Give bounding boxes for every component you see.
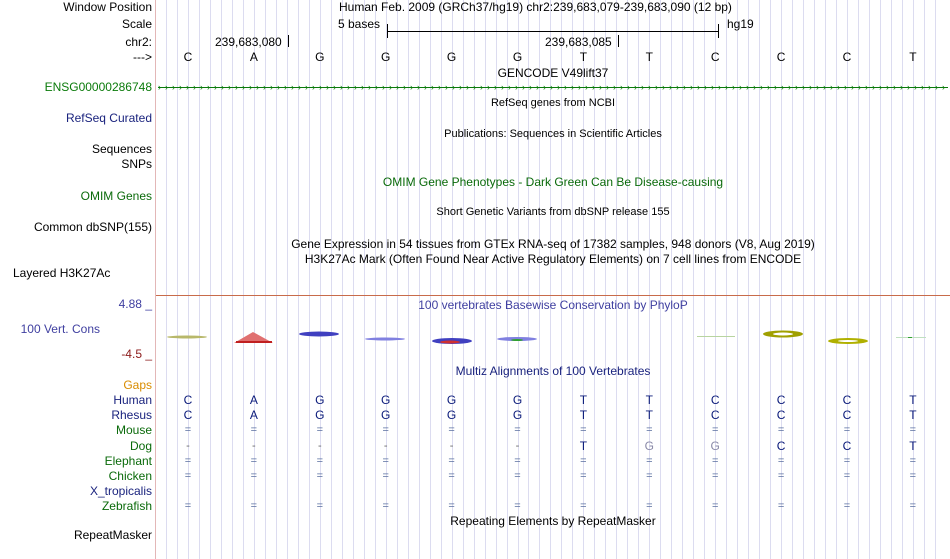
- strand-arrow-icon: ›: [844, 82, 847, 92]
- strand-arrow-icon: ›: [690, 82, 693, 92]
- strand-arrow-icon: ›: [158, 82, 161, 92]
- alignment-cell: =: [514, 454, 521, 467]
- strand-arrow-icon: ›: [767, 82, 770, 92]
- scale-label: Scale: [121, 17, 152, 31]
- strand-arrow-icon: ›: [830, 82, 833, 92]
- strand-arrow-icon: ›: [298, 82, 301, 92]
- strand-arrow-icon: ›: [816, 82, 819, 92]
- strand-arrow-icon: ›: [746, 82, 749, 92]
- omim-title: OMIM Gene Phenotypes - Dark Green Can Be Disease-causing: [382, 175, 724, 189]
- strand-arrow-icon: ›: [172, 82, 175, 92]
- strand-arrow-icon: ›: [697, 82, 700, 92]
- strand-arrow-icon: ›: [277, 82, 280, 92]
- gtex-title: Gene Expression in 54 tissues from GTEx RNA-seq of 17382 samples, 948 donors (V8, Aug 2019): [291, 237, 815, 251]
- strand-arrow-icon: ›: [256, 82, 259, 92]
- strand-arrow-icon: ›: [739, 82, 742, 92]
- alignment-cell: C: [710, 393, 720, 407]
- strand-arrow-icon: ›: [760, 82, 763, 92]
- strand-arrow-icon: ›: [585, 82, 588, 92]
- alignment-cell: G: [512, 408, 523, 423]
- strand-arrow-icon: ›: [403, 82, 406, 92]
- alignment-cell: C: [183, 408, 193, 423]
- strand-arrow-icon: ›: [648, 82, 651, 92]
- strand-arrow-icon: ›: [536, 82, 539, 92]
- cons-max-label: 4.88 _: [118, 297, 152, 311]
- dbsnp-title: Short Genetic Variants from dbSNP release 155: [436, 206, 670, 218]
- alignment-cell: =: [843, 470, 851, 482]
- alignment-cell: =: [184, 424, 192, 437]
- strand-arrow-icon: ›: [725, 82, 728, 92]
- base-letter: T: [579, 50, 588, 64]
- strand-arrow-icon: ›: [459, 82, 462, 92]
- strand-arrow-icon: ›: [431, 82, 434, 92]
- strand-arrow-icon: ›: [508, 82, 511, 92]
- alignment-cell: =: [646, 470, 653, 482]
- strand-arrow-icon: ›: [627, 82, 630, 92]
- alignment-cell: =: [448, 424, 455, 437]
- strand-arrow-icon: ›: [886, 82, 889, 92]
- alignment-cell: G: [446, 408, 457, 423]
- strand-arrow-icon: ›: [270, 82, 273, 92]
- grid-line: [485, 0, 486, 559]
- common-dbsnp-label[interactable]: Common dbSNP(155): [33, 220, 152, 234]
- alignment-cell: -: [252, 439, 256, 452]
- alignment-cell: =: [646, 424, 653, 437]
- base-letter: C: [776, 50, 786, 64]
- alignment-cell: =: [646, 500, 653, 513]
- alignment-cell: G: [381, 393, 391, 407]
- assembly-position: Human Feb. 2009 (GRCh37/hg19) chr2:239,683,079-239,683,090 (12 bp): [339, 0, 732, 14]
- grid-line: [891, 0, 892, 559]
- refseq-title: RefSeq genes from NCBI: [490, 97, 616, 109]
- gene-id-label[interactable]: ENSG00000286748: [44, 80, 152, 94]
- alignment-cell: =: [777, 454, 785, 467]
- strand-arrow-icon: ›: [557, 82, 560, 92]
- strand-arrow-icon: ›: [662, 82, 665, 92]
- alignment-cell: T: [645, 393, 653, 407]
- strand-arrow-icon: ›: [942, 82, 945, 92]
- grid-line: [210, 0, 211, 559]
- alignment-cell: T: [909, 408, 917, 423]
- alignment-cell: G: [381, 408, 391, 423]
- alignment-cell: =: [448, 500, 455, 513]
- base-letter: G: [446, 50, 457, 64]
- strand-arrow-icon: ›: [914, 82, 917, 92]
- alignment-cell: =: [184, 454, 192, 467]
- alignment-cell: =: [514, 500, 521, 513]
- strand-arrow-icon: ›: [305, 82, 308, 92]
- alignment-cell: =: [843, 454, 851, 467]
- base-letter: T: [909, 50, 917, 64]
- strand-arrow-icon: ›: [445, 82, 448, 92]
- alignment-cell: =: [843, 424, 851, 437]
- alignment-cell: =: [909, 500, 917, 513]
- alignment-cell: A: [249, 408, 258, 423]
- strand-arrow-icon: ›: [515, 82, 518, 92]
- strand-arrow-icon: ›: [179, 82, 182, 92]
- alignment-cell: -: [515, 439, 520, 452]
- strand-arrow-icon: ›: [396, 82, 399, 92]
- strand-arrow-icon: ›: [452, 82, 455, 92]
- alignment-cell: =: [382, 470, 389, 482]
- strand-arrow-icon: ›: [620, 82, 623, 92]
- track-labels-column: [0, 0, 155, 559]
- strand-arrow-icon: ›: [753, 82, 756, 92]
- refseq-curated-label[interactable]: RefSeq Curated: [65, 111, 152, 125]
- strand-arrow-icon: ›: [669, 82, 672, 92]
- scale-db: hg19: [727, 17, 754, 31]
- alignment-cell: C: [842, 438, 852, 453]
- alignment-cell: =: [909, 454, 917, 467]
- grid-line: [331, 0, 332, 559]
- alignment-cell: G: [315, 408, 325, 423]
- base-letter: T: [645, 50, 653, 64]
- strand-arrow-icon: ›: [781, 82, 784, 92]
- alignment-cell: =: [843, 500, 851, 513]
- strand-arrow-icon: ›: [809, 82, 812, 92]
- grid-line: [539, 0, 540, 559]
- alignment-cell: =: [382, 454, 389, 467]
- vert-cons-label[interactable]: 100 Vert. Cons: [20, 322, 100, 336]
- strand-arrow-icon: ›: [858, 82, 861, 92]
- alignment-cell: G: [710, 438, 720, 453]
- alignment-cell: =: [316, 500, 324, 513]
- strand-label: --->: [133, 50, 152, 64]
- strand-arrow-icon: ›: [543, 82, 546, 92]
- alignment-cell: T: [579, 393, 588, 407]
- alignment-cell: =: [448, 470, 455, 482]
- alignment-cell: =: [514, 424, 521, 437]
- strand-arrow-icon: ›: [634, 82, 637, 92]
- alignment-cell: T: [579, 408, 588, 423]
- publications-title: Publications: Sequences in Scientific Articles: [444, 128, 662, 140]
- position-1-tick: [288, 35, 289, 47]
- strand-arrow-icon: ›: [578, 82, 581, 92]
- base-letter: C: [842, 50, 852, 64]
- grid-line: [737, 0, 738, 559]
- alignment-cell: -: [449, 439, 454, 452]
- alignment-cell: G: [644, 438, 654, 453]
- alignment-cell: =: [250, 500, 258, 513]
- alignment-cell: =: [184, 500, 192, 513]
- h3k27ac-title: H3K27Ac Mark (Often Found Near Active Regulatory Elements) on 7 cell lines from ENCODE: [304, 252, 802, 266]
- multiz-title: Multiz Alignments of 100 Vertebrates: [455, 364, 651, 378]
- strand-arrow-icon: ›: [676, 82, 679, 92]
- chrom-label: chr2:: [125, 35, 152, 49]
- strand-arrow-icon: ›: [361, 82, 364, 92]
- strand-arrow-icon: ›: [704, 82, 707, 92]
- alignment-cell: C: [776, 438, 786, 453]
- alignment-cell: =: [448, 454, 455, 467]
- base-letter: G: [512, 50, 523, 64]
- strand-arrow-icon: ›: [928, 82, 931, 92]
- strand-arrow-icon: ›: [802, 82, 805, 92]
- strand-arrow-icon: ›: [599, 82, 602, 92]
- alignment-cell: C: [842, 408, 852, 423]
- species-label-human: Human: [113, 393, 152, 407]
- alignment-cell: =: [316, 424, 324, 437]
- strand-arrow-icon: ›: [165, 82, 168, 92]
- alignment-cell: =: [580, 470, 587, 482]
- base-letter: G: [381, 50, 391, 64]
- alignment-cell: =: [316, 470, 324, 482]
- strand-arrow-icon: ›: [921, 82, 924, 92]
- strand-arrow-icon: ›: [795, 82, 798, 92]
- base-letter: G: [315, 50, 325, 64]
- strand-arrow-icon: ›: [214, 82, 217, 92]
- alignment-cell: =: [382, 500, 389, 513]
- species-label-chicken: Chicken: [108, 469, 152, 483]
- alignment-cell: =: [646, 454, 653, 467]
- strand-arrow-icon: ›: [389, 82, 392, 92]
- strand-arrow-icon: ›: [711, 82, 714, 92]
- alignment-cell: =: [514, 470, 521, 482]
- strand-arrow-icon: ›: [200, 82, 203, 92]
- strand-arrow-icon: ›: [424, 82, 427, 92]
- species-label-rhesus: Rhesus: [111, 408, 152, 423]
- strand-arrow-icon: ›: [326, 82, 329, 92]
- strand-arrow-icon: ›: [417, 82, 420, 92]
- strand-arrow-icon: ›: [291, 82, 294, 92]
- alignment-cell: =: [580, 424, 587, 437]
- strand-arrow-icon: ›: [655, 82, 658, 92]
- alignment-cell: G: [315, 393, 325, 407]
- species-label-mouse: Mouse: [115, 423, 152, 438]
- grid-line: [463, 0, 464, 559]
- alignment-cell: =: [580, 454, 587, 467]
- grid-line: [792, 0, 793, 559]
- strand-arrow-icon: ›: [893, 82, 896, 92]
- alignment-cell: =: [250, 454, 258, 467]
- position-2-tick: [618, 35, 619, 47]
- alignment-cell: T: [645, 408, 653, 423]
- strand-arrow-icon: ›: [340, 82, 343, 92]
- alignment-cell: =: [184, 470, 192, 482]
- alignment-cell: -: [317, 439, 322, 452]
- grid-line: [232, 0, 233, 559]
- alignment-cell: =: [777, 470, 785, 482]
- base-letter: C: [710, 50, 720, 64]
- strand-arrow-icon: ›: [382, 82, 385, 92]
- alignment-cell: T: [909, 438, 917, 453]
- alignment-cell: =: [711, 500, 719, 513]
- strand-arrow-icon: ›: [480, 82, 483, 92]
- strand-arrow-icon: ›: [571, 82, 574, 92]
- strand-arrow-icon: ›: [774, 82, 777, 92]
- grid-line: [616, 0, 617, 559]
- species-label-elephant: Elephant: [104, 453, 152, 468]
- strand-arrow-icon: ›: [242, 82, 245, 92]
- alignment-cell: =: [711, 454, 719, 467]
- position-2: 239,683,085: [545, 35, 612, 49]
- strand-arrow-icon: ›: [907, 82, 910, 92]
- gencode-title: GENCODE V49lift37: [497, 66, 609, 80]
- window-position-label: Window Position: [63, 0, 152, 14]
- strand-arrow-icon: ›: [347, 82, 350, 92]
- alignment-cell: =: [250, 470, 258, 482]
- grid-line: [561, 0, 562, 559]
- grid-line: [693, 0, 694, 559]
- strand-arrow-icon: ›: [284, 82, 287, 92]
- alignment-cell: =: [382, 424, 389, 437]
- strand-arrow-icon: ›: [900, 82, 903, 92]
- strand-arrow-icon: ›: [368, 82, 371, 92]
- strand-arrow-icon: ›: [207, 82, 210, 92]
- grid-line: [869, 0, 870, 559]
- strand-arrow-icon: ›: [410, 82, 413, 92]
- strand-arrow-icon: ›: [935, 82, 938, 92]
- strand-arrow-icon: ›: [354, 82, 357, 92]
- strand-arrow-icon: ›: [613, 82, 616, 92]
- alignment-cell: -: [186, 439, 190, 452]
- strand-arrow-icon: ›: [494, 82, 497, 92]
- grid-line: [408, 0, 409, 559]
- alignment-cell: =: [711, 424, 719, 437]
- alignment-cell: =: [777, 424, 785, 437]
- strand-arrow-icon: ›: [466, 82, 469, 92]
- strand-arrow-icon: ›: [319, 82, 322, 92]
- alignment-cell: C: [776, 408, 786, 423]
- base-letter: A: [249, 50, 258, 64]
- sequences-label[interactable]: Sequences: [91, 142, 152, 156]
- scale-text: 5 bases: [338, 17, 381, 31]
- strand-arrow-icon: ›: [235, 82, 238, 92]
- alignment-cell: =: [580, 500, 587, 513]
- alignment-cell: C: [776, 393, 786, 407]
- alignment-cell: =: [250, 424, 258, 437]
- conservation-title: 100 vertebrates Basewise Conservation by PhyloP: [418, 298, 688, 312]
- strand-arrow-icon: ›: [333, 82, 336, 92]
- repeatmasker-label[interactable]: RepeatMasker: [73, 528, 152, 542]
- gaps-label: Gaps: [123, 378, 152, 392]
- strand-arrow-icon: ›: [851, 82, 854, 92]
- strand-arrow-icon: ›: [683, 82, 686, 92]
- strand-arrow-icon: ›: [641, 82, 644, 92]
- alignment-cell: -: [383, 439, 388, 452]
- strand-arrow-icon: ›: [823, 82, 826, 92]
- strand-arrow-icon: ›: [564, 82, 567, 92]
- strand-arrow-icon: ›: [228, 82, 231, 92]
- strand-arrow-icon: ›: [375, 82, 378, 92]
- alignment-cell: C: [710, 408, 720, 423]
- omim-genes-label[interactable]: OMIM Genes: [80, 189, 152, 203]
- strand-arrow-icon: ›: [522, 82, 525, 92]
- strand-arrow-icon: ›: [788, 82, 791, 92]
- alignment-cell: T: [579, 438, 588, 453]
- strand-arrow-icon: ›: [865, 82, 868, 92]
- position-1: 239,683,080: [215, 35, 282, 49]
- strand-arrow-icon: ›: [879, 82, 882, 92]
- conservation-logo-graph: [156, 325, 950, 350]
- species-label-dog: Dog: [129, 438, 152, 453]
- strand-arrow-icon: ›: [550, 82, 553, 92]
- strand-arrow-icon: ›: [501, 82, 504, 92]
- strand-arrow-icon: ›: [263, 82, 266, 92]
- strand-arrow-icon: ›: [592, 82, 595, 92]
- strand-arrow-icon: ›: [487, 82, 490, 92]
- alignment-cell: A: [249, 393, 258, 407]
- alignment-cell: G: [446, 393, 457, 407]
- layered-h3k27ac-label[interactable]: Layered H3K27Ac: [13, 266, 111, 280]
- strand-arrow-icon: ›: [872, 82, 875, 92]
- species-label-x_tropicalis: X_tropicalis: [89, 484, 152, 499]
- grid-line: [924, 0, 925, 559]
- strand-arrow-icon: ›: [606, 82, 609, 92]
- alignment-cell: =: [777, 500, 785, 513]
- strand-arrow-icon: ›: [473, 82, 476, 92]
- strand-arrow-icon: ›: [193, 82, 196, 92]
- alignment-cell: G: [512, 393, 523, 407]
- strand-arrow-icon: ›: [312, 82, 315, 92]
- strand-arrow-icon: ›: [718, 82, 721, 92]
- alignment-cell: =: [316, 454, 324, 467]
- strand-arrow-icon: ›: [438, 82, 441, 92]
- alignment-cell: C: [842, 393, 852, 407]
- alignment-cell: =: [909, 424, 917, 437]
- strand-arrow-icon: ›: [837, 82, 840, 92]
- alignment-cell: T: [909, 393, 917, 407]
- base-letter: C: [183, 50, 193, 64]
- grid-line: [814, 0, 815, 559]
- cons-min-label: -4.5 _: [121, 347, 152, 361]
- snps-label[interactable]: SNPs: [121, 157, 152, 171]
- strand-arrow-icon: ›: [221, 82, 224, 92]
- alignment-cell: =: [711, 470, 719, 482]
- repeatmasker-title: Repeating Elements by RepeatMasker: [450, 514, 656, 528]
- strand-arrow-icon: ›: [186, 82, 189, 92]
- species-label-zebrafish: Zebrafish: [101, 499, 152, 514]
- h3k27ac-signal-line: [156, 295, 950, 296]
- strand-arrow-icon: ›: [249, 82, 252, 92]
- strand-arrow-icon: ›: [529, 82, 532, 92]
- alignment-cell: C: [183, 393, 193, 407]
- alignment-cell: =: [909, 470, 917, 482]
- strand-arrow-icon: ›: [732, 82, 735, 92]
